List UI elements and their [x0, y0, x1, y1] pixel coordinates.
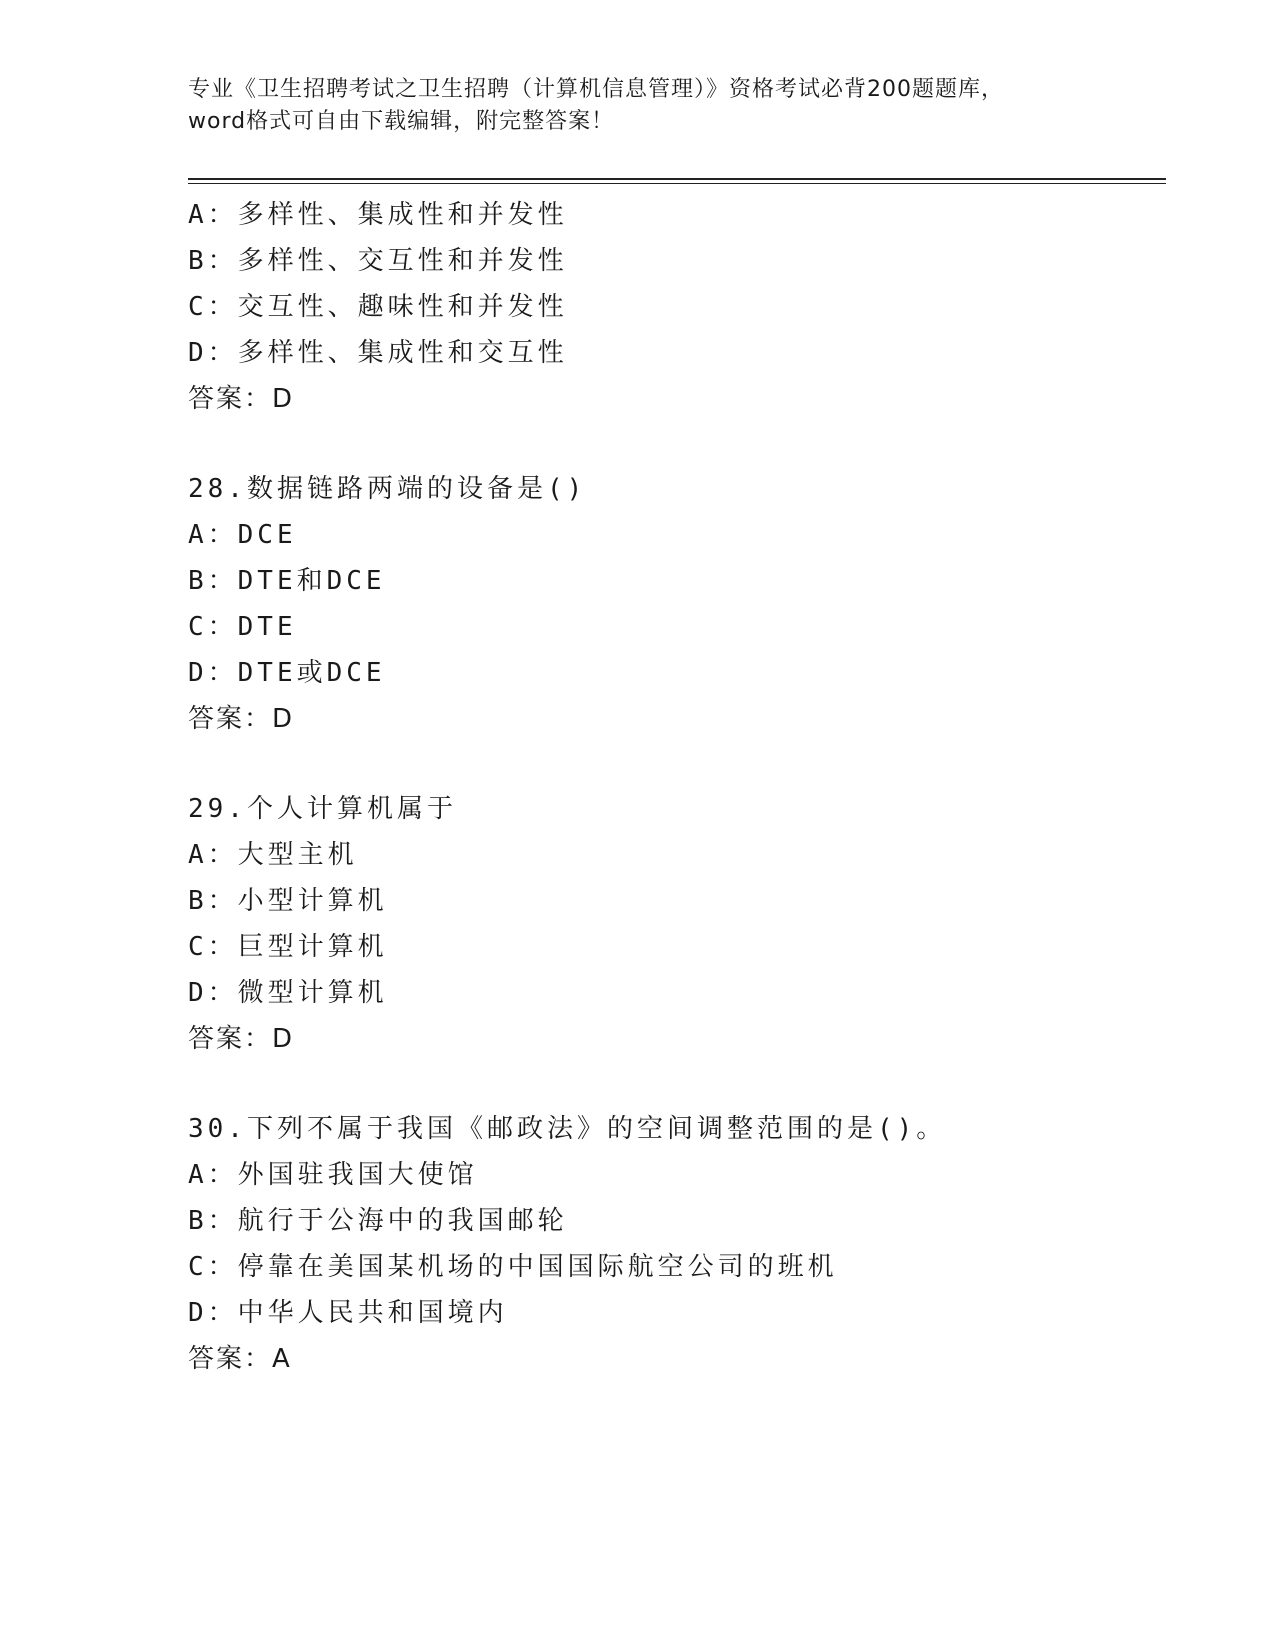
option-c: C：停靠在美国某机场的中国国际航空公司的班机 [188, 1252, 838, 1282]
header-line-2: word格式可自由下载编辑，附完整答案！ [188, 109, 615, 134]
question-block-28 [188, 466, 1168, 742]
question-block-29 [188, 786, 1168, 1062]
header-line-1: 专业《卫生招聘考试之卫生招聘（计算机信息管理）》资格考试必背200题题库， [188, 77, 1004, 102]
header-divider-thick [188, 178, 1166, 180]
spacer [188, 422, 1168, 466]
spacer [188, 1062, 1168, 1106]
option-a: A：多样性、集成性和并发性 [188, 200, 568, 230]
question-text: 28.数据链路两端的设备是() [188, 474, 587, 504]
option-d: D：多样性、集成性和交互性 [188, 338, 568, 368]
option-c: C：巨型计算机 [188, 932, 388, 962]
option-a: A：DCE [188, 520, 297, 550]
question-block-27 [188, 192, 1168, 422]
option-a: A：大型主机 [188, 840, 358, 870]
option-d: D：DTE或DCE [188, 658, 386, 688]
document-header [188, 74, 1088, 138]
option-b: B：多样性、交互性和并发性 [188, 246, 568, 276]
spacer [188, 742, 1168, 786]
option-c: C：交互性、趣味性和并发性 [188, 292, 568, 322]
option-d: D：微型计算机 [188, 978, 388, 1008]
question-list [188, 192, 1168, 1382]
answer-line: 答案：D [188, 704, 295, 734]
option-c: C：DTE [188, 612, 297, 642]
option-d: D：中华人民共和国境内 [188, 1298, 508, 1328]
question-text: 30.下列不属于我国《邮政法》的空间调整范围的是()。 [188, 1114, 947, 1144]
answer-line: 答案：D [188, 1024, 295, 1054]
option-b: B：DTE和DCE [188, 566, 386, 596]
option-a: A：外国驻我国大使馆 [188, 1160, 478, 1190]
answer-line: 答案：A [188, 1344, 292, 1374]
header-divider-thin [188, 183, 1166, 184]
question-text: 29.个人计算机属于 [188, 794, 457, 824]
answer-line: 答案：D [188, 384, 295, 414]
option-b: B：航行于公海中的我国邮轮 [188, 1206, 568, 1236]
option-b: B：小型计算机 [188, 886, 388, 916]
question-block-30 [188, 1106, 1168, 1382]
